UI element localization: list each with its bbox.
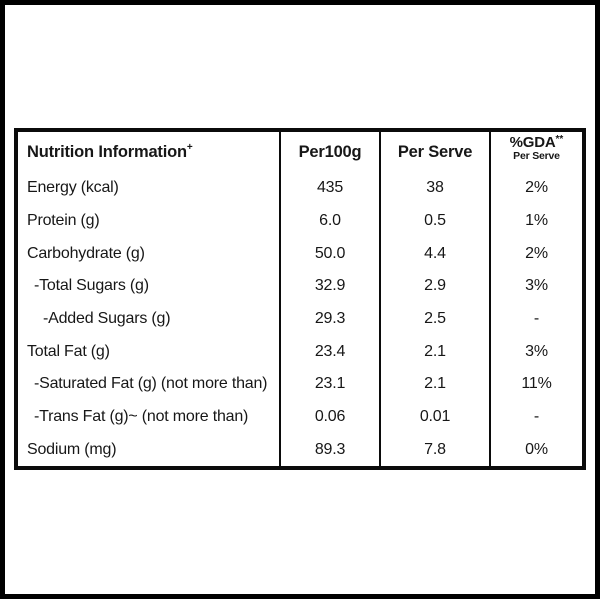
row-per-100g-value: 29.3 [279, 303, 379, 336]
row-gda-value: 2% [489, 172, 582, 205]
table-row-sodium [18, 433, 582, 466]
row-gda-value: 0% [489, 433, 582, 466]
row-per-serve-value: 2.9 [379, 270, 489, 303]
table-row-total-sugars [18, 270, 582, 303]
header-gda-text: %GDA [509, 134, 556, 151]
row-per-serve-value: 0.01 [379, 401, 489, 434]
table-row-trans-fat [18, 401, 582, 434]
row-per-serve-value: 0.5 [379, 205, 489, 238]
row-per-serve-value: 2.5 [379, 303, 489, 336]
row-per-100g-value: 0.06 [279, 401, 379, 434]
row-label: Energy (kcal) [27, 179, 119, 197]
header-nutrition-information [18, 132, 279, 172]
row-gda-value: - [489, 401, 582, 434]
header-per-100g: Per100g [279, 132, 379, 172]
row-label: Carbohydrate (g) [27, 244, 145, 262]
row-label: -Total Sugars (g) [34, 277, 149, 295]
header-gda-subtext: Per Serve [513, 149, 560, 162]
row-per-100g-value: 32.9 [279, 270, 379, 303]
row-gda-value: 1% [489, 205, 582, 238]
header-gda [489, 132, 582, 172]
row-label: Total Fat (g) [27, 342, 110, 360]
row-per-serve-value: 7.8 [379, 433, 489, 466]
table-row-protein [18, 205, 582, 238]
row-per-serve-value: 38 [379, 172, 489, 205]
row-gda-value: 11% [489, 368, 582, 401]
header-gda-superscript: ** [555, 134, 564, 145]
row-label: -Added Sugars (g) [43, 310, 171, 328]
row-per-100g-value: 435 [279, 172, 379, 205]
header-gda-title [510, 135, 564, 151]
row-per-serve-value: 4.4 [379, 237, 489, 270]
row-per-100g-value: 6.0 [279, 205, 379, 238]
row-label: Protein (g) [27, 212, 100, 229]
header-nutrition-information-superscript: + [186, 141, 193, 153]
row-label: -Saturated Fat (g) (not more than) [34, 375, 268, 393]
table-row-carbohydrate [18, 237, 582, 270]
row-per-100g-value: 23.4 [279, 335, 379, 368]
row-per-serve-value: 2.1 [379, 368, 489, 401]
row-label: Sodium (mg) [27, 440, 117, 458]
nutrition-table [14, 128, 586, 470]
row-gda-value: 2% [489, 237, 582, 270]
row-per-serve-value: 2.1 [379, 335, 489, 368]
row-gda-value: 3% [489, 335, 582, 368]
table-header-row [18, 132, 582, 172]
row-per-100g-value: 23.1 [279, 368, 379, 401]
table-row-saturated-fat [18, 368, 582, 401]
row-gda-value: - [489, 303, 582, 336]
row-per-100g-value: 89.3 [279, 433, 379, 466]
table-row-energy [18, 172, 582, 205]
table-row-added-sugars [18, 303, 582, 336]
header-nutrition-information-text: Nutrition Information [27, 142, 187, 161]
row-label: -Trans Fat (g)~ (not more than) [34, 408, 249, 426]
row-gda-value: 3% [489, 270, 582, 303]
row-per-100g-value: 50.0 [279, 237, 379, 270]
header-per-serve: Per Serve [379, 132, 489, 172]
table-row-total-fat [18, 335, 582, 368]
